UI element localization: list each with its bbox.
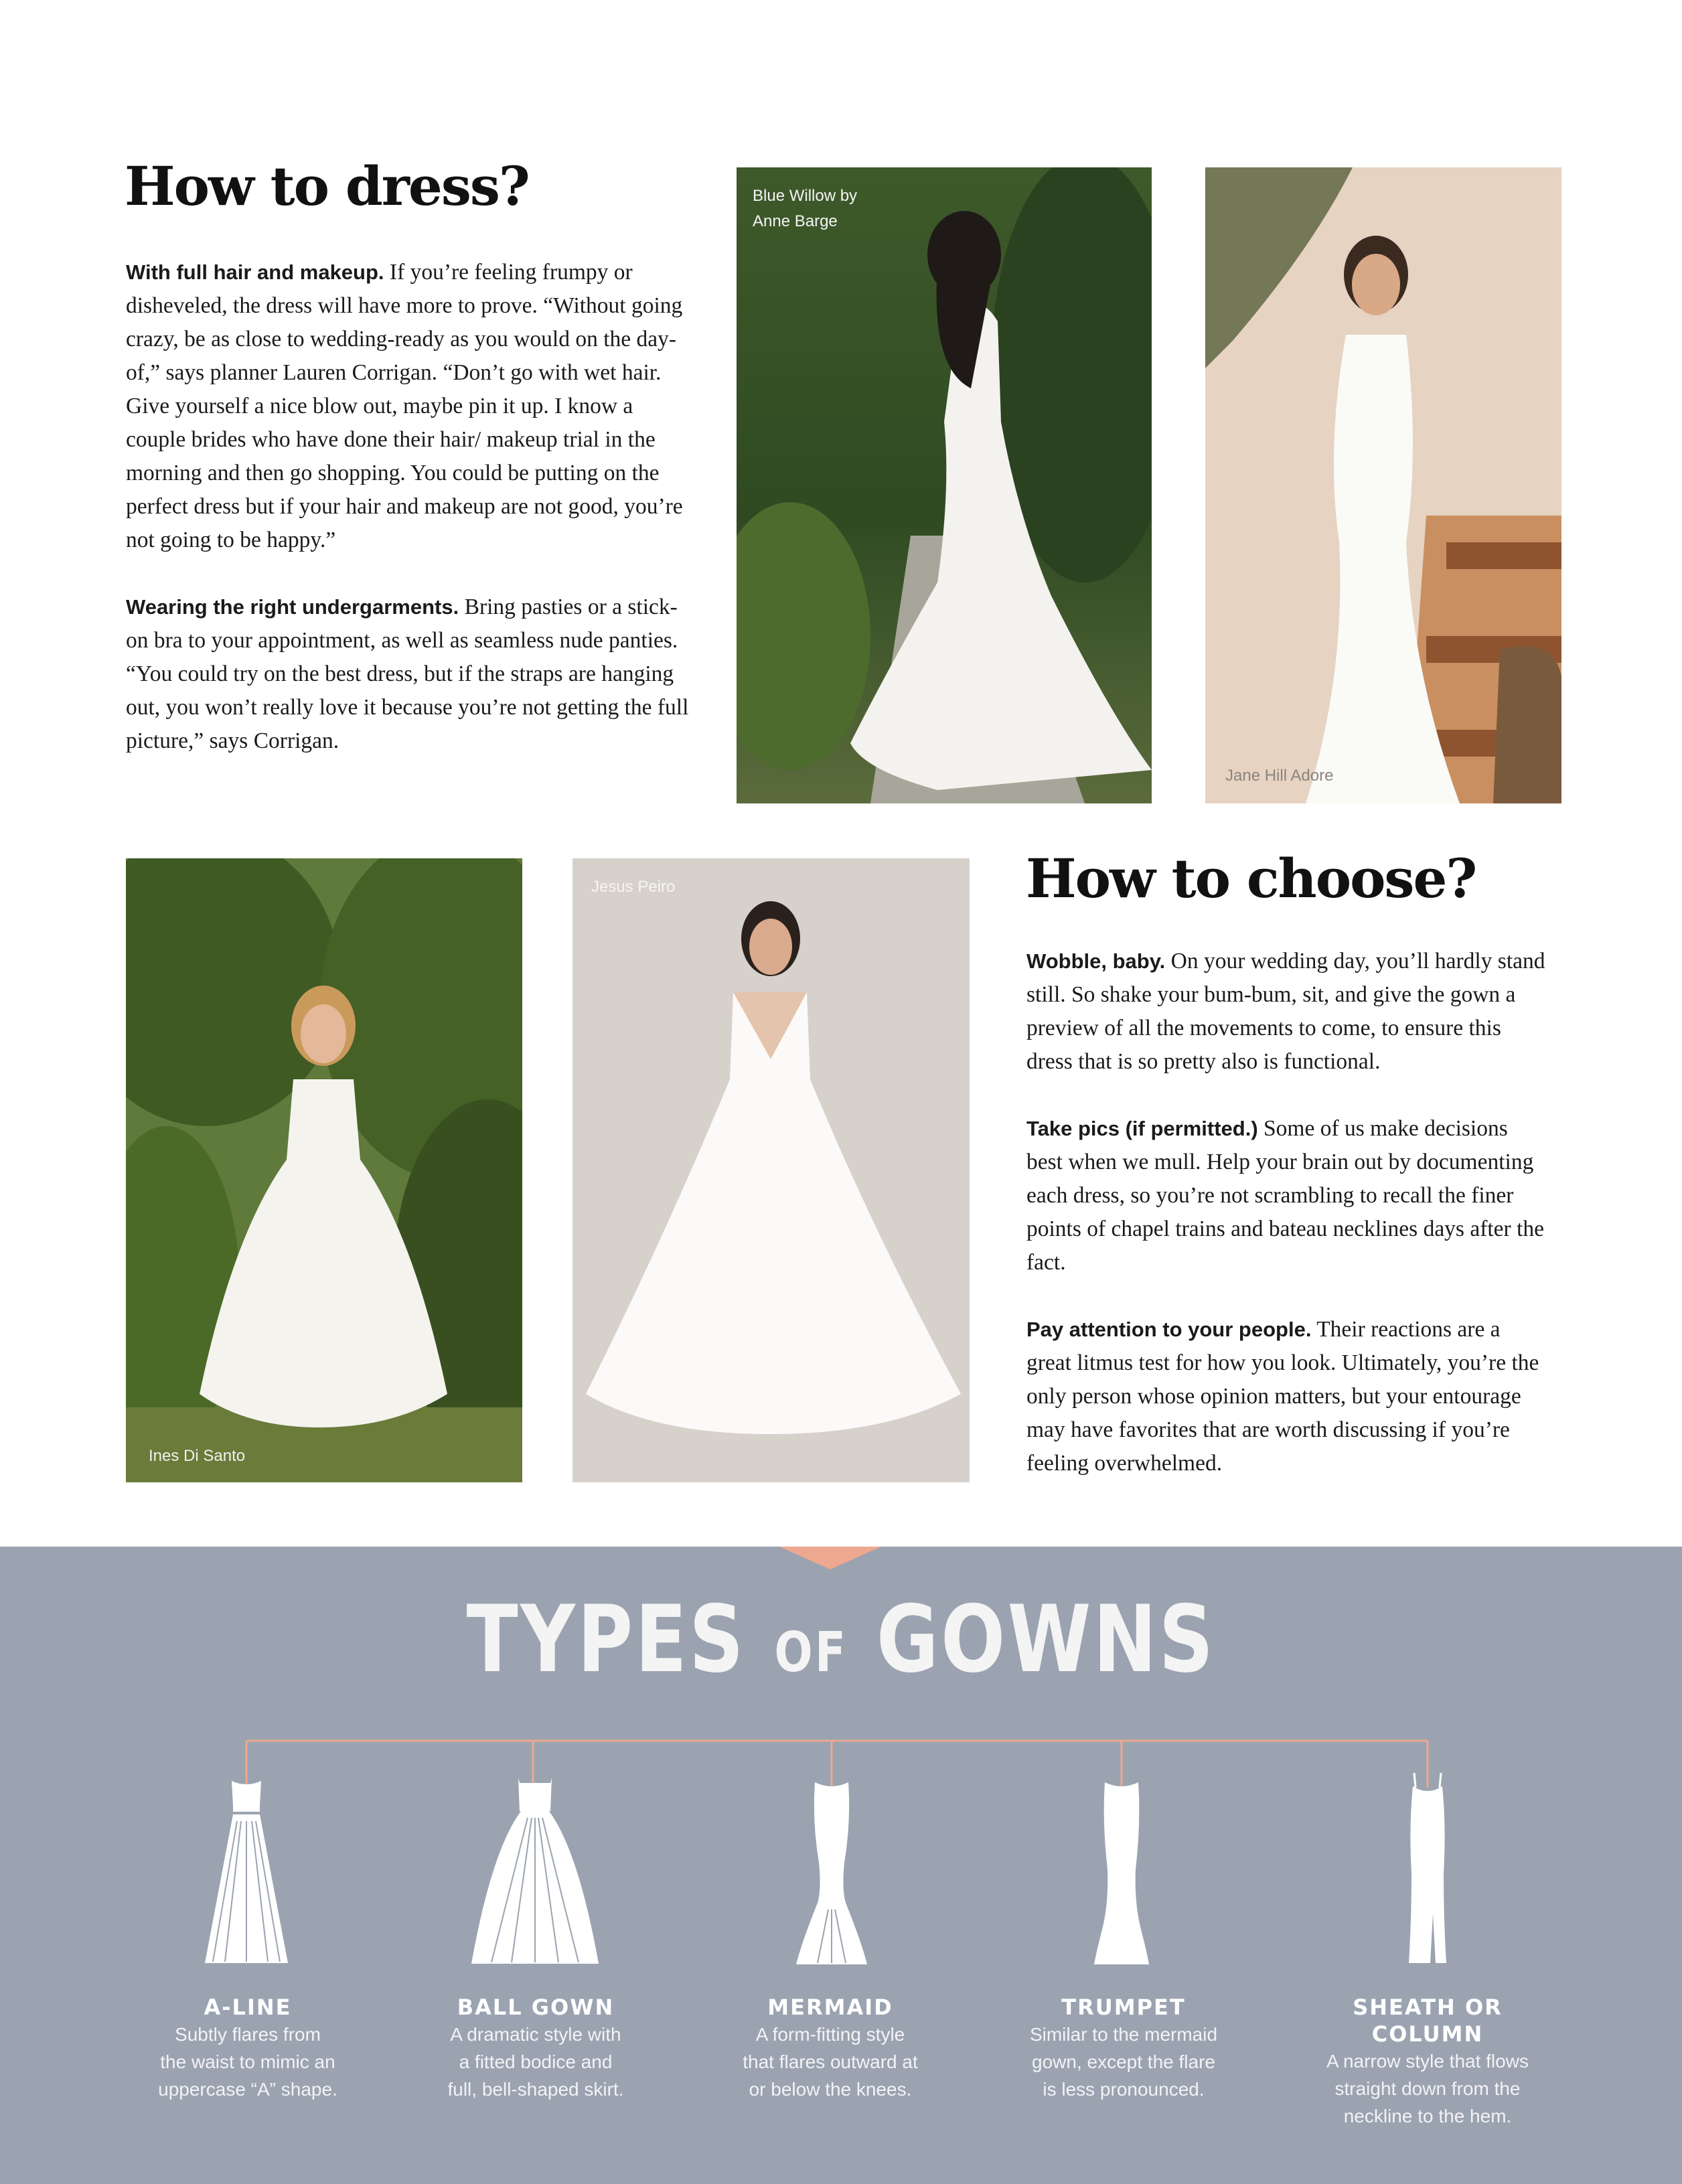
photo-jane-hill-adore [1205, 167, 1561, 803]
photo-ines-di-santo-image [126, 858, 522, 1482]
gown-a-line [114, 1994, 382, 2103]
paragraph-text: Bring pasties or a stick-on bra to your appointment, as well as seamless nude panties. “You could try on the best dress, but if the straps are hanging out, you won’t really love it because you’re not getting the full picture,” says Corrigan. [126, 595, 689, 753]
types-of-gowns-title [151, 1585, 1531, 1693]
desc-line: Similar to the mermaid [1029, 2024, 1218, 2045]
title-word: OF [774, 1621, 848, 1685]
gown-description [114, 2021, 382, 2103]
photo-caption: Jesus Peiro [591, 878, 676, 896]
how-to-choose-body [1026, 945, 1549, 1514]
desc-line: neckline to the hem. [1343, 2106, 1512, 2126]
paragraph-text: Their reactions are a great litmus test for how you look. Ultimately, you’re the only person whose opinion matters, but your entourage may have favorites that are worth discussing if you’re feeling overwhelmed. [1026, 1317, 1539, 1476]
paragraph [1026, 945, 1549, 1079]
desc-line: that flares outward at [743, 2051, 918, 2072]
gown-description [696, 2021, 964, 2103]
gown-name: A-LINE [204, 1995, 292, 2020]
sheath-gown-icon [1399, 1773, 1456, 1968]
paragraph-lead: Pay attention to your people. [1026, 1318, 1312, 1341]
desc-line: straight down from the [1334, 2078, 1521, 2099]
how-to-dress-body [126, 256, 695, 791]
gown-name: TRUMPET [1061, 1995, 1186, 2020]
mermaid-gown-icon [795, 1782, 868, 1968]
paragraph-text: On your wedding day, you’ll hardly stand still. So shake your bum-bum, sit, and give the gown a preview of all the movements to come, to ensure this dress that is so pretty also is functional. [1026, 949, 1545, 1074]
desc-line: A narrow style that flows [1326, 2051, 1529, 2072]
photo-caption [753, 183, 857, 234]
paragraph [1026, 1112, 1549, 1279]
ball-gown-icon [465, 1778, 605, 1968]
desc-line: A form-fitting style [755, 2024, 905, 2045]
gown-trumpet [990, 1994, 1257, 2103]
paragraph-lead: Take pics (if permitted.) [1026, 1117, 1258, 1140]
gown-mermaid [696, 1994, 964, 2103]
gown-ball-gown [402, 1994, 670, 2103]
gown-name: SHEATH OR COLUMN [1353, 1995, 1503, 2047]
desc-line: full, bell-shaped skirt. [447, 2079, 624, 2100]
paragraph-lead: Wearing the right undergarments. [126, 595, 459, 619]
paragraph-lead: With full hair and makeup. [126, 260, 384, 284]
photo-jesus-peiro [572, 858, 970, 1482]
paragraph [126, 256, 695, 557]
desc-line: A dramatic style with [450, 2024, 621, 2045]
desc-line: is less pronounced. [1043, 2079, 1205, 2100]
trumpet-gown-icon [1091, 1782, 1152, 1968]
gown-name: MERMAID [767, 1995, 893, 2020]
caption-line: Blue Willow by [753, 187, 858, 205]
photo-blue-willow [737, 167, 1152, 803]
caption-line: Anne Barge [753, 212, 838, 230]
paragraph-text: Some of us make decisions best when we mull. Help your brain out by documenting each dress, so you’re not scrambling to recall the finer points of chapel trains and bateau necklines days after the fact. [1026, 1116, 1545, 1275]
photo-caption: Jane Hill Adore [1225, 767, 1334, 785]
desc-line: the waist to mimic an [160, 2051, 335, 2072]
how-to-dress-heading: How to dress? [125, 155, 529, 218]
desc-line: Subtly flares from [175, 2024, 321, 2045]
paragraph [1026, 1313, 1549, 1480]
photo-jesus-peiro-image [572, 858, 970, 1482]
photo-jane-hill-image [1205, 167, 1561, 803]
paragraph [126, 591, 695, 758]
gown-sheath-or-column [1294, 1994, 1561, 2130]
photo-blue-willow-image [737, 167, 1152, 803]
title-word: TYPES [466, 1585, 746, 1693]
desc-line: a fitted bodice and [459, 2051, 613, 2072]
how-to-choose-heading: How to choose? [1026, 847, 1476, 910]
gown-description [1294, 2047, 1561, 2130]
gown-name: BALL GOWN [457, 1995, 615, 2020]
paragraph-lead: Wobble, baby. [1026, 949, 1166, 973]
photo-caption: Ines Di Santo [149, 1447, 246, 1465]
desc-line: uppercase “A” shape. [158, 2079, 337, 2100]
a-line-gown-icon [200, 1781, 293, 1968]
section-notch [779, 1547, 881, 1569]
gown-description [990, 2021, 1257, 2103]
gown-description [402, 2021, 670, 2103]
paragraph-text: If you’re feeling frumpy or disheveled, the dress will have more to prove. “Without going crazy, be as close to wedding-ready as you would on the day-of,” says planner Lauren Corrigan. “Don’t go with wet hair. Give yourself a nice blow out, maybe pin it up. I know a couple brides who have done their hair/ makeup trial in the morning and then go shopping. You could be putting on the perfect dress but if your hair and makeup are not good, you’re not going to be happy.” [126, 260, 683, 552]
title-word: GOWNS [876, 1585, 1216, 1693]
desc-line: or below the knees. [749, 2079, 912, 2100]
desc-line: gown, except the flare [1032, 2051, 1215, 2072]
photo-ines-di-santo [126, 858, 522, 1482]
